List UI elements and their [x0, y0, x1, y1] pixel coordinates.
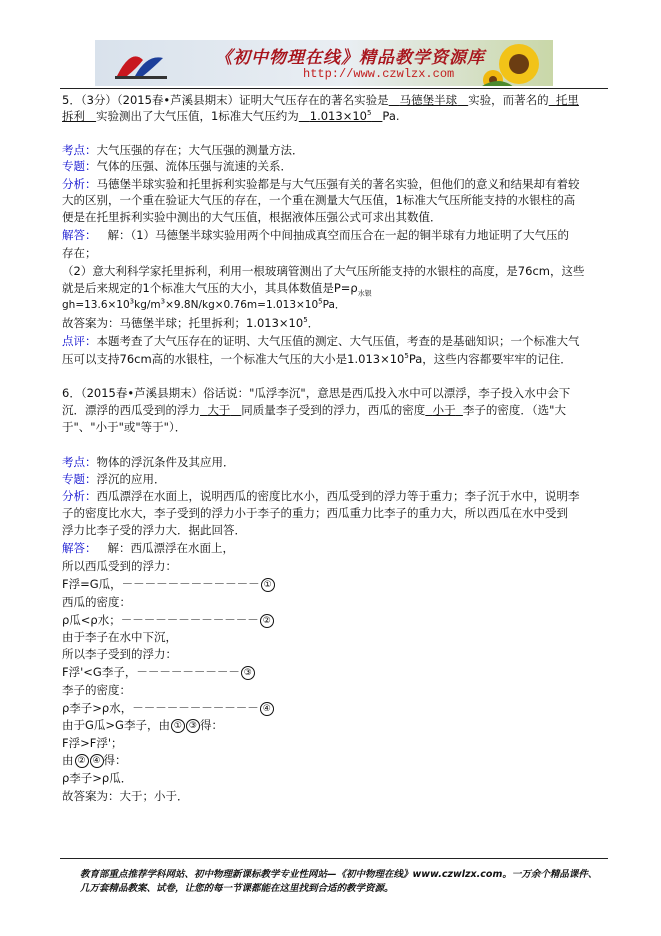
sunflower-icon — [479, 40, 551, 86]
q6-eq-3: F浮'<G李子，－－－－－－－－－ ③ — [62, 664, 255, 680]
header-banner — [95, 40, 553, 86]
q5-stem-line1: 5．（3分）（2015春•芦溪县期末）证明大气压存在的著名实验是 马德堡半球 实验，而著名的 托里 — [62, 93, 579, 107]
banner-title: 《初中物理在线》精品教学资源库 — [215, 48, 485, 68]
q5-jieda-1: 解答： 解：（1）马德堡半球实验用两个中间抽成真空而压合在一起的铜半球有力地证明了大气压的 — [62, 228, 570, 242]
q6-blank-1: 大于 — [207, 403, 231, 417]
q5-zhuanti: 专题：气体的压强、流体压强与流速的关系． — [62, 159, 292, 173]
q6-answer: 故答案为：大于；小于． — [62, 789, 189, 803]
q6-step-6: 由于G瓜>G李子，由 ① ③ 得： — [62, 718, 223, 732]
q5-kaodian: 考点：大气压强的存在；大气压强的测量方法． — [62, 143, 304, 157]
q5-dianping-2: 压可以支持76cm高的水银柱，一个标准大气压的大小是$1.013\times 10^5Pa$，这些内容都要牢牢的记住． — [62, 352, 572, 366]
footer-line-1: 教育部重点推荐学科网站、初中物理新课标教学专业性网站—《初中物理在线》www.czwlzx.com。一万余个精品课件、 — [80, 869, 598, 880]
banner-url[interactable]: http://www.czwlzx.com — [303, 67, 455, 81]
q6-step-1: 所以西瓜受到的浮力： — [62, 559, 177, 573]
q5-jieda-2: 存在； — [62, 246, 97, 260]
q6-blank-2: 小于 — [432, 403, 456, 417]
header-rule — [60, 88, 608, 89]
footer-line-2: 几万套精品教案、试卷，让您的每一节课都能在这里找到合适的教学资源。 — [80, 883, 394, 894]
site-logo-icon — [113, 46, 169, 82]
q5-fenxi-2: 大的区别，一个重在验证大气压的存在，一个重在测量大气压值，1标准大气压所能支持的水银柱的高 — [62, 193, 576, 207]
q6-step-5: 李子的密度： — [62, 683, 131, 697]
q5-blank-3: $1.013\times 10^5$ — [309, 109, 372, 123]
q6-fenxi-2: 子的密度比水大，李子受到的浮力小于李子的重力；西瓜重力比李子的重力大，所以西瓜在水中受到 — [62, 506, 568, 520]
q5-blank-2a: 托里 — [555, 93, 579, 107]
q5-answer: 故答案为：马德堡半球；托里拆利；$1.013\times 10^5$． — [62, 316, 320, 330]
q6-jieda-1: 解答： 解：西瓜漂浮在水面上， — [62, 541, 234, 555]
q6-eq-1: F浮=G瓜，－－－－－－－－－－－－ ① — [62, 576, 275, 592]
footer-rule — [60, 858, 608, 859]
q6-eq-6: ρ李子>ρ瓜． — [62, 771, 133, 785]
q5-fenxi-1: 分析：马德堡半球实验和托里拆利实验都是与大气压强有关的著名实验，但他们的意义和结果却有着较 — [62, 177, 580, 191]
q6-step-7: 由 ② ④ 得： — [62, 753, 127, 767]
q6-step-3: 由于李子在水中下沉， — [62, 630, 177, 644]
q6-stem-line2: 沉．漂浮的西瓜受到的浮力 大于 同质量李子受到的浮力，西瓜的密度 小于 李子的密度．（选"大 — [62, 403, 566, 417]
q5-blank-2b: 拆利 — [62, 109, 85, 123]
q6-step-4: 所以李子受到的浮力： — [62, 647, 177, 661]
q5-blank-1: 马德堡半球 — [399, 93, 458, 107]
q5-dianping-1: 点评：本题考查了大气压存在的证明、大气压值的测定、大气压值，考查的是基础知识；一个标准大气 — [62, 334, 580, 348]
q6-eq-4: ρ李子>ρ水，－－－－－－－－－－－ ④ — [62, 700, 274, 716]
q6-zhuanti: 专题：浮沉的应用． — [62, 472, 166, 486]
q5-fenxi-3: 便是在托里拆利实验中测出的大气压值，根据液体压强公式可求出其数值． — [62, 210, 442, 224]
q6-step-2: 西瓜的密度： — [62, 595, 131, 609]
q6-stem-line1: 6．（2015春•芦溪县期末）俗话说："瓜浮李沉"，意思是西瓜投入水中可以漂浮，李子投入水中会下 — [62, 386, 571, 400]
q5-jieda-5: $gh=13.6\times 10^3kg/m^3\times 9.8N/kg\times 0.76m=1.013\times 10^5Pa$． — [62, 297, 346, 311]
q5-jieda-3: （2）意大利科学家托里拆利，利用一根玻璃管测出了大气压所能支持的水银柱的高度，是76cm，这些 — [62, 264, 585, 278]
q6-kaodian: 考点：物体的浮沉条件及其应用． — [62, 455, 235, 469]
q6-fenxi-1: 分析：西瓜漂浮在水面上，说明西瓜的密度比水小，西瓜受到的浮力等于重力；李子沉于水中，说明李 — [62, 489, 580, 503]
q6-fenxi-3: 浮力比李子受的浮力大．据此回答． — [62, 523, 246, 537]
q5-stem-line2: 拆利 实验测出了大气压值，1标准大气压约为 $1.013\times 10^5$ Pa. — [62, 109, 400, 123]
q5-jieda-4: 就是后来规定的1个标准大气压的大小，其具体数值是$P=\rho_{水银}$ — [62, 281, 372, 298]
q6-eq-2: ρ瓜<ρ水；－－－－－－－－－－－－ ② — [62, 612, 274, 628]
q6-eq-5: F浮>F浮'； — [62, 736, 123, 750]
q6-stem-line3: 于"、"小于"或"等于"）． — [62, 420, 187, 434]
